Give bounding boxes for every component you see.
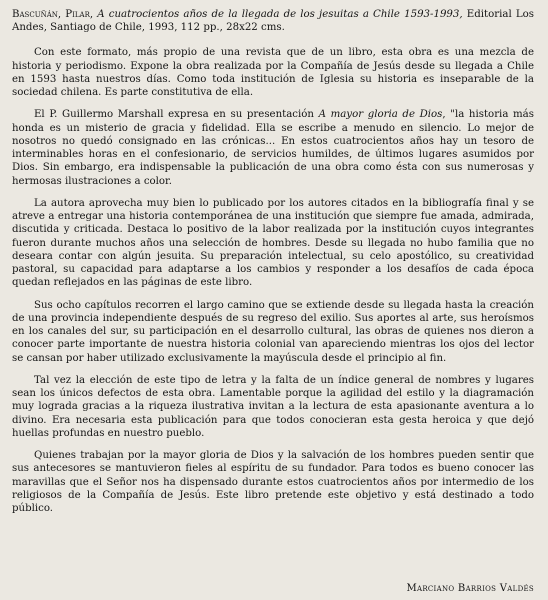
review-paragraph-2 bbox=[12, 108, 534, 188]
review-paragraph-4: Sus ocho capítulos recorren el largo camino que se extiende desde su llegada hasta la creación de una provincia independiente después de su regreso del exilio. Sus aportes al arte, sus heroísmos en los canales del sur, su participación en el desarrollo cultural, las obras de quienes nos dieron a conocer parte importante de nuestra historia colonial van apareciendo mientras los ojos del lector se cansan por haber utilizado exclusivamente la mayúscula desde el principio al fin. bbox=[12, 299, 534, 364]
book-title: A cuatrocientos años de la llegada de los jesuitas a Chile 1593-1993, bbox=[97, 9, 463, 20]
reviewer-signature: Marciano Barrios Valdés bbox=[406, 583, 534, 594]
review-paragraph-1: Con este formato, más propio de una revista que de un libro, esta obra es una mezcla de historia y periodismo. Expone la obra realizada por la Compañía de Jesús desde su llegada a Chile en 1593 hasta nuestros días. Como toda institución de Iglesia su historia es inseparable de la sociedad chilena. Es parte constitutiva de ella. bbox=[12, 47, 534, 99]
review-paragraph-6: Quienes trabajan por la mayor gloria de Dios y la salvación de los hombres pueden sentir que sus antecesores se mantuvieron fieles al espíritu de su fundador. Para todos es bueno conocer las maravillas que el Señor nos ha dispensado durante estos cuatrocientos años por intermedio de los religiosos de la Compañía de Jesús. Este libro pretende este objetivo y está destinado a todo público. bbox=[12, 450, 534, 515]
book-citation bbox=[12, 8, 534, 34]
review-paragraph-2-intro: El P. Guillermo Marshall expresa en su presentación bbox=[34, 109, 319, 121]
review-paragraph-3: La autora aprovecha muy bien lo publicado por los autores citados en la bibliografía final y se atreve a entregar una historia contemporánea de una institución que siempre fue amada, admirada, discutida y criticada. Destaca lo positivo de la labor realizada por la institución cuyos integrantes fueron durante muchos años una selección de hombres. Desde su llegada no hubo familia que no deseara contar con algún jesuita. Su preparación intelectual, su celo apostólico, su creatividad pastoral, su capacidad para adaptarse a los cambios y responder a los desafíos de cada época quedan reflejados en las páginas de este libro. bbox=[12, 197, 534, 289]
review-paragraph-5: Tal vez la elección de este tipo de letra y la falta de un índice general de nombres y lugares sean los únicos defectos de esta obra. Lamentable porque la agilidad del estilo y la diagramación muy lograda gracias a la riqueza ilustrativa invitan a la lectura de esta apasionante aventura a lo divino. Era necesaria esta publicación para que todos conocieran esta gesta heroica y que dejó huellas profundas en nuestro pueblo. bbox=[12, 374, 534, 439]
book-author: Bascuñán, Pilar, bbox=[12, 9, 94, 20]
book-publication-info: Editorial Los Andes, Santiago de Chile, 1993, 112 pp., 28x22 cms. bbox=[12, 9, 534, 34]
presentation-title: A mayor gloria de Dios bbox=[318, 109, 443, 121]
review-paragraph-2-quote: , "la historia más honda es un misterio de gracia y fidelidad. Ella se escribe a menudo en silencio. Lo mejor de nosotros no quedó consignado en las crónicas... En estos cuatrocientos años hay un tesoro de interminables horas en el confesionario, de servicios humildes, de últimos lugares asumidos por Dios. Sin embargo, era indispensable la publicación de una obra como ésta con sus numerosas y hermosas ilustraciones a color. bbox=[12, 109, 534, 187]
